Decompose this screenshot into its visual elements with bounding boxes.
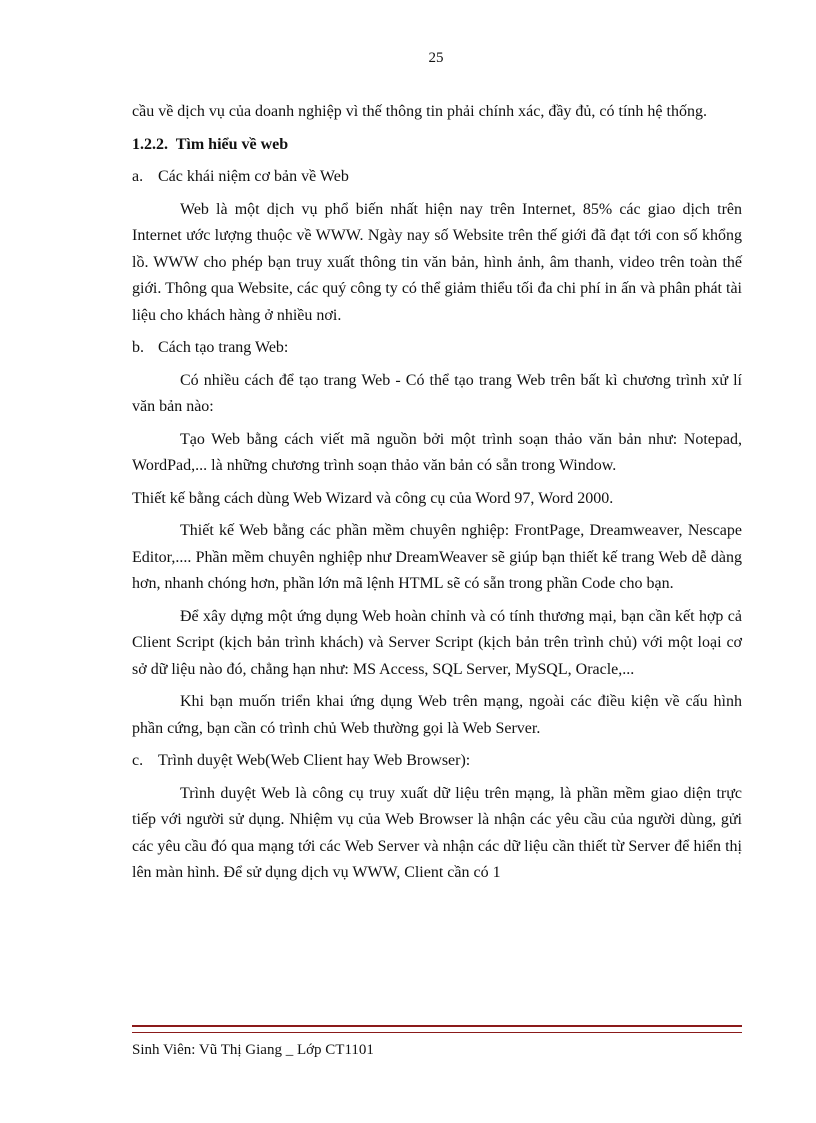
- subsection-b-title: Cách tạo trang Web:: [158, 339, 289, 356]
- subsection-b: [132, 335, 742, 362]
- subsection-c-title: Trình duyệt Web(Web Client hay Web Browser):: [158, 752, 471, 769]
- paragraph-web-intro: Web là một dịch vụ phổ biến nhất hiện nay trên Internet, 85% các giao dịch trên Internet ước lượng thuộc về WWW. Ngày nay số Website trên thế giới đã đạt tới con số khổng lồ. WWW cho phép bạn truy xuất thông tin văn bản, hình ảnh, âm thanh, video trên toàn thế giới. Thông qua Website, các quý công ty có thể giảm thiểu tối đa chi phí in ấn và phân phát tài liệu cho khách hàng ở nhiều nơi.: [132, 200, 742, 324]
- subsection-a-title: Các khái niệm cơ bản về Web: [158, 168, 349, 185]
- subsection-a-letter: a.: [132, 168, 144, 185]
- paragraph-web-server: Khi bạn muốn triển khai ứng dụng Web trên mạng, ngoài các điều kiện về cấu hình phần cứng, bạn cần có trình chủ Web thường gọi là Web Server.: [132, 693, 742, 737]
- paragraph-professional-software: Thiết kế Web bằng các phần mềm chuyên nghiệp: FrontPage, Dreamweaver, Nescape Editor,.... Phần mềm chuyên nghiệp như DreamWeaver sẽ giúp bạn thiết kế trang Web dễ dàng hơn, nhanh chóng hơn, phần lớn mã lệnh HTML sẽ có sẵn trong phần Code cho bạn.: [132, 522, 742, 592]
- footer-author: Sinh Viên: Vũ Thị Giang _ Lớp CT1101: [132, 1042, 374, 1058]
- paragraph-continuation: cầu về dịch vụ của doanh nghiệp vì thế thông tin phải chính xác, đầy đủ, có tính hệ thống.: [132, 103, 707, 120]
- page-number: 25: [428, 50, 444, 66]
- subsection-b-letter: b.: [132, 339, 144, 356]
- subsection-c: [132, 748, 742, 775]
- footer-divider: [132, 1025, 742, 1033]
- paragraph-web-application: Để xây dựng một ứng dụng Web hoàn chỉnh và có tính thương mại, bạn cần kết hợp cả Client Script (kịch bản trình khách) và Server Script (kịch bản trên trình chủ) với một loại cơ sở dữ liệu nào đó, chẳng hạn như: MS Access, SQL Server, MySQL, Oracle,...: [132, 607, 742, 678]
- subsection-a: [132, 164, 742, 191]
- paragraph-web-browser: Trình duyệt Web là công cụ truy xuất dữ liệu trên mạng, là phần mềm giao diện trực tiếp với người sử dụng. Nhiệm vụ của Web Browser là nhận các yêu cầu của người dùng, gửi các yêu cầu đó qua mạng tới các Web Server và nhận các dữ liệu cần thiết từ Server để hiển thị lên màn hình. Để sử dụng dịch vụ WWW, Client cần có 1: [132, 784, 742, 881]
- paragraph-source-editor: Tạo Web bằng cách viết mã nguồn bởi một trình soạn thảo văn bản như: Notepad, WordPad,... là những chương trình soạn thảo văn bản có sẵn trong Window.: [132, 430, 742, 474]
- section-title: Tìm hiểu về web: [175, 135, 289, 153]
- section-number: 1.2.2.: [132, 135, 168, 153]
- paragraph-web-wizard: Thiết kế bằng cách dùng Web Wizard và công cụ của Word 97, Word 2000.: [132, 489, 614, 507]
- subsection-c-letter: c.: [132, 752, 144, 769]
- paragraph-create-ways: Có nhiều cách để tạo trang Web - Có thể tạo trang Web trên bất kì chương trình xử lí văn bản nào:: [132, 371, 742, 415]
- section-heading: [132, 132, 742, 159]
- document-body: [132, 99, 742, 893]
